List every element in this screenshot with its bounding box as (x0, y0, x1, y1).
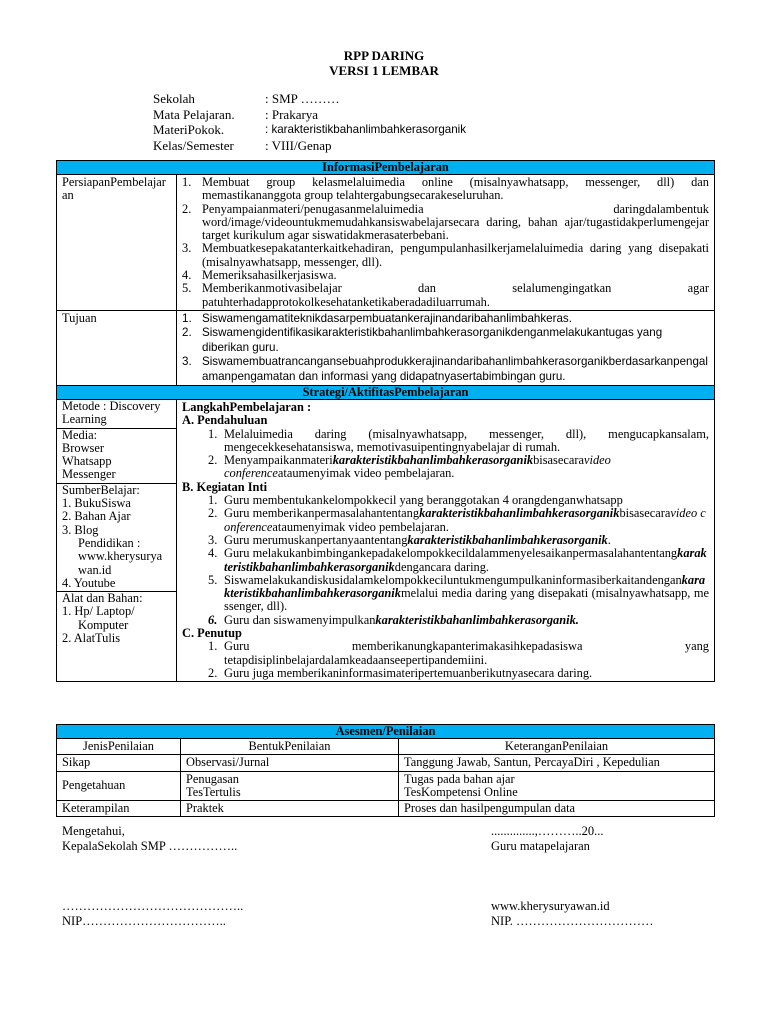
list-item: 1. Melaluimedia daring (misalnyawhatsapp, messenger, dll), mengucapkansalam, mengecekkesehatansiswa, memotivasuipentingnyabelajar di rumah. (208, 426, 709, 454)
meta-value: : VIII/Genap (265, 137, 332, 153)
col-header: JenisPenilaian (57, 739, 181, 755)
alat-block (62, 592, 171, 645)
rpp-table (56, 160, 715, 682)
penutup-heading: C. Penutup (182, 626, 242, 641)
list-item: 2. Siswamengidentifikasikarakteristikbahanlimbahkerasorganikdenganmelakukantugas yang diberikan guru. (182, 326, 663, 354)
sumber-item: wan.id (78, 562, 112, 577)
jenis-cell: Sikap (57, 755, 181, 771)
identity-block (153, 91, 466, 153)
list-item: 3. Membuatkesepakatanterkaitkehadiran, pengumpulanhasilkerjamelaluimedia daring yang disepakati (misalnyawhatsapp, messenger, dll). (182, 241, 709, 269)
alat-item: 1. Hp/ Laptop/ (62, 604, 135, 619)
meta-row-kelas (153, 138, 466, 154)
sumber-item: 3. Blog (62, 522, 99, 537)
kepsek-nip: NIP…………………………….. (62, 914, 226, 928)
sumber-item: 4. Youtube (62, 575, 116, 590)
sumber-label: SumberBelajar: (62, 482, 140, 497)
guru-name: www.kherysuryawan.id (491, 899, 610, 913)
list-item: 3. Guru merumuskanpertanyaantentangkarakteristikbahanlimbahkerasorganik. (208, 532, 611, 547)
list-item: 2. Guru memberikanpermasalahantentangkarakteristikbahanlimbahkerasorganikbisasecaravideo conferenceataumenyimak video pembelajaran. (208, 506, 706, 534)
list-item: 3. Siswamembuatrancangansebuahprodukkerajinandaribahanlimbahkerasorganikberdasarkanpengalamanpengamatan dan informasi yang didapatnyasertabimbingan guru. (182, 355, 708, 383)
meta-key: Kelas/Semester (153, 137, 234, 153)
meta-value: : SMP ……… (265, 91, 340, 106)
ket-cell: Proses dan hasilpengumpulan data (399, 801, 715, 817)
meta-row-sekolah (153, 91, 466, 107)
list-item: 5. Siswamelakukandiskusidalamkelompokkeciluntukmengumpulkaninformasiberkaitandengankarakteristikbahanlimbahkerasorganikmelalui media daring yang disepakati (misalnyawhatsapp, messenger, dll). (208, 572, 709, 614)
band-asesmen: Asesmen/Penilaian (57, 725, 715, 739)
sumber-item: www.kherysurya (78, 549, 163, 564)
bentuk-cell: Penugasan TesTertulis (181, 771, 399, 801)
bentuk-cell: Praktek (181, 801, 399, 817)
inti-heading: B. Kegiatan Inti (182, 479, 268, 494)
media-block (57, 429, 176, 484)
media-item: Messenger (62, 467, 116, 482)
list-item: 2. Menyampaikanmaterikarakteristikbahanlimbahkerasorganikbisasecaravideo conferenceataumenyimak video pembelajaran. (208, 453, 611, 481)
kepsek-name-line: …………………………………….. (62, 899, 244, 913)
list-item: 4. Memeriksahasilkerjasiswa. (182, 268, 337, 283)
strategi-side (57, 400, 177, 682)
ket-cell: Tugas pada bahan ajar TesKompetensi Online (399, 771, 715, 801)
meta-row-mapel (153, 107, 466, 123)
sumber-item: 2. Bahan Ajar (62, 509, 131, 524)
meta-value: : Prakarya (265, 106, 319, 122)
langkah-cell (177, 400, 715, 682)
col-header: KeteranganPenilaian (399, 739, 715, 755)
persiapan-list-cell (177, 175, 715, 311)
doc-title: RPP DARING (343, 48, 425, 63)
meta-key: MateriPokok. (153, 122, 225, 137)
media-label: Media: (62, 427, 98, 442)
list-item: 5. Memberikanmotivasibelajar dan selalumengingatkan agar patuhterhadapprotokolkesehatanketikaberadadiluarrumah. (182, 281, 709, 309)
row-tujuan (57, 310, 715, 385)
pendahuluan-heading: A. Pendahuluan (182, 413, 268, 428)
bentuk-cell: Observasi/Jurnal (181, 755, 399, 771)
persiapan-list (182, 176, 709, 309)
pendahuluan-list (182, 428, 709, 481)
signature-right (491, 824, 654, 929)
list-item: 1. Siswamengamatiteknikdasarpembuatankerajinandaribahanlimbahkeras. (182, 311, 572, 325)
list-item: 1. Guru memberikanungkapanterimakasihkepadasiswa yang tetapdisiplinbelajardalamkeadaanseepertipandemiini. (208, 639, 709, 667)
sumber-item: 1. BukuSiswa (62, 496, 131, 511)
meta-row-materi (153, 122, 466, 138)
list-item: 1. Membuat group kelasmelaluimedia online (misalnyawhatsapp, messenger, dll) dan memastikananggota group telahtergabungsecarakeseluruhan. (182, 175, 709, 203)
jenis-cell: Pengetahuan (57, 771, 181, 801)
band-strategi: Strategi/AktifitasPembelajaran (57, 386, 715, 400)
inti-list (182, 494, 709, 627)
media-item: Browser (62, 440, 104, 455)
col-header: BentukPenilaian (181, 739, 399, 755)
list-item: 2. Penyampaianmateri/penugasanmelaluimedia daringdalambentuk word/image/videountukmemudahkansiswabelajarsecara daring, bahan ajar/tugastidakperlumengejar target kurikulum agar siswatidakmerasaterbebani. (182, 201, 709, 243)
doc-subtitle: VERSI 1 LEMBAR (329, 63, 439, 78)
kepala-sekolah: KepalaSekolah SMP …………….. (62, 839, 238, 853)
alat-item: Komputer (78, 617, 129, 632)
persiapan-label: PersiapanPembelajaran (57, 175, 177, 311)
penutup-list (182, 640, 709, 680)
mengetahui: Mengetahui, (62, 824, 125, 838)
band-informasi: InformasiPembelajaran (57, 161, 715, 175)
signature-left (62, 824, 243, 929)
list-item: 4. Guru melakukanbimbingankepadakelompokkecildalammenyelesaikanpermasalahantentangkarakteristikbahanlimbahkerasorganikdengancara daring. (208, 546, 707, 574)
alat-label: Alat dan Bahan: (62, 591, 143, 606)
sumber-item: Pendidikan : (78, 535, 141, 550)
ket-cell: Tanggung Jawab, Santun, PercayaDiri , Kepedulian (399, 755, 715, 771)
list-item: 2. Guru juga memberikaninformasimateripertemuanberikutnyasecara daring. (208, 665, 593, 680)
meta-value: : karakteristikbahanlimbahkerasorganik (265, 123, 467, 136)
tujuan-list (182, 312, 709, 384)
table-row (57, 771, 715, 801)
tujuan-list-cell (177, 310, 715, 385)
guru-nip: NIP. …………………………… (491, 914, 654, 928)
sumber-block (57, 484, 176, 592)
jenis-cell: Keterampilan (57, 801, 181, 817)
list-item: 1. Guru membentukankelompokkecil yang beranggotakan 4 orangdenganwhatsapp (208, 493, 623, 508)
metode: Metode : Discovery Learning (57, 400, 176, 429)
asesmen-table (56, 724, 715, 817)
langkah-heading: LangkahPembelajaran : (182, 400, 312, 414)
alat-item: 2. AlatTulis (62, 631, 121, 646)
list-item: 6. Guru dan siswamenyimpulkankarakteristikbahanlimbahkerasorganik. (208, 612, 579, 627)
guru-mapel: Guru matapelajaran (491, 839, 590, 853)
table-row (57, 755, 715, 771)
media-item: Whatsapp (62, 454, 112, 469)
row-strategi (57, 400, 715, 682)
table-row (57, 801, 715, 817)
row-persiapan (57, 175, 715, 311)
meta-key: Mata Pelajaran. (153, 106, 235, 122)
asesmen-header (57, 739, 715, 755)
tujuan-label: Tujuan (57, 310, 177, 385)
meta-key: Sekolah (153, 91, 195, 106)
place-date: ..............,………..20... (491, 824, 604, 838)
